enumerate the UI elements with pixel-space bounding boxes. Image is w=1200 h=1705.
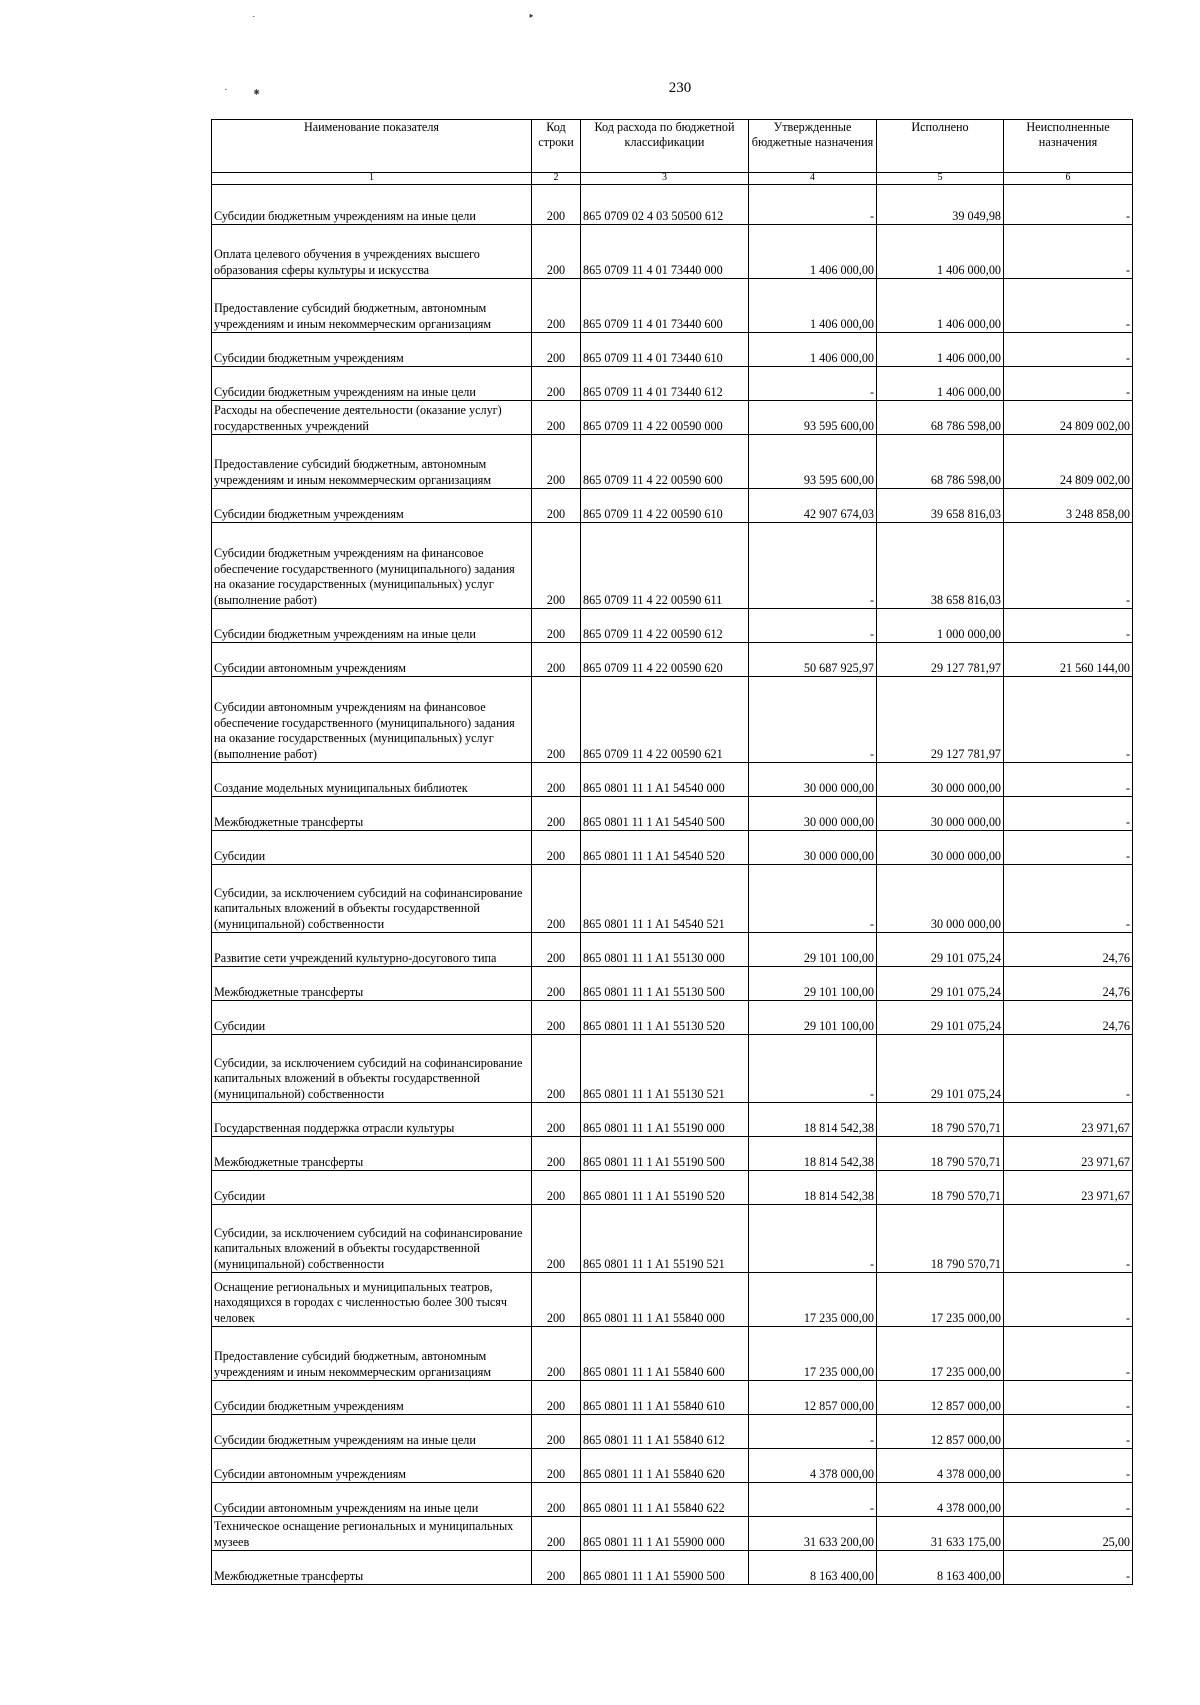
line-code-cell: 200 [532, 1483, 581, 1517]
budget-code-cell: 865 0801 11 1 A1 55190 500 [581, 1137, 749, 1171]
table-row [212, 1171, 1133, 1205]
column-number: 4 [749, 173, 877, 185]
executed-amount-cell: 30 000 000,00 [877, 797, 1004, 831]
indicator-name-cell: Субсидии автономным учреждениям на финансовое обеспечение государственного (муниципального) задания на оказание государственных (муниципальных) услуг (выполнение работ) [212, 677, 532, 763]
approved-amount-cell: 29 101 100,00 [749, 967, 877, 1001]
unexecuted-amount-cell: - [1004, 523, 1133, 609]
budget-code-cell: 865 0801 11 1 A1 55900 000 [581, 1517, 749, 1551]
approved-amount-cell: 18 814 542,38 [749, 1171, 877, 1205]
table-row [212, 643, 1133, 677]
indicator-name-cell: Субсидии бюджетным учреждениям на иные цели [212, 1415, 532, 1449]
executed-amount-cell: 1 406 000,00 [877, 279, 1004, 333]
budget-code-cell: 865 0801 11 1 A1 55190 520 [581, 1171, 749, 1205]
unexecuted-amount-cell: - [1004, 185, 1133, 225]
executed-amount-cell: 38 658 816,03 [877, 523, 1004, 609]
approved-amount-cell: - [749, 677, 877, 763]
executed-amount-cell: 18 790 570,71 [877, 1137, 1004, 1171]
table-row [212, 401, 1133, 435]
unexecuted-amount-cell: - [1004, 367, 1133, 401]
line-code-cell: 200 [532, 763, 581, 797]
table-row [212, 333, 1133, 367]
line-code-cell: 200 [532, 797, 581, 831]
indicator-name-cell: Оплата целевого обучения в учреждениях высшего образования сферы культуры и искусства [212, 225, 532, 279]
indicator-name-cell: Субсидии [212, 1001, 532, 1035]
line-code-cell: 200 [532, 1103, 581, 1137]
table-row [212, 1035, 1133, 1103]
budget-code-cell: 865 0801 11 1 A1 55840 612 [581, 1415, 749, 1449]
executed-amount-cell: 4 378 000,00 [877, 1449, 1004, 1483]
indicator-name-cell: Субсидии автономным учреждениям [212, 1449, 532, 1483]
column-number: 5 [877, 173, 1004, 185]
table-row [212, 367, 1133, 401]
unexecuted-amount-cell: 24 809 002,00 [1004, 401, 1133, 435]
unexecuted-amount-cell: - [1004, 865, 1133, 933]
approved-amount-cell: 18 814 542,38 [749, 1103, 877, 1137]
approved-amount-cell: - [749, 185, 877, 225]
unexecuted-amount-cell: - [1004, 1449, 1133, 1483]
line-code-cell: 200 [532, 1551, 581, 1585]
budget-code-cell: 865 0709 11 4 01 73440 612 [581, 367, 749, 401]
line-code-cell: 200 [532, 643, 581, 677]
line-code-cell: 200 [532, 831, 581, 865]
scan-mark: ⁕ [252, 87, 262, 99]
line-code-cell: 200 [532, 1381, 581, 1415]
indicator-name-cell: Государственная поддержка отрасли культуры [212, 1103, 532, 1137]
budget-code-cell: 865 0801 11 1 A1 55130 520 [581, 1001, 749, 1035]
column-number: 2 [532, 173, 581, 185]
column-number: 6 [1004, 173, 1133, 185]
table-row [212, 609, 1133, 643]
approved-amount-cell: 12 857 000,00 [749, 1381, 877, 1415]
approved-amount-cell: 42 907 674,03 [749, 489, 877, 523]
line-code-cell: 200 [532, 333, 581, 367]
header-executed: Исполнено [877, 120, 1004, 173]
budget-code-cell: 865 0801 11 1 A1 54540 000 [581, 763, 749, 797]
table-row [212, 1137, 1133, 1171]
header-line-code: Код строки [532, 120, 581, 173]
table-row [212, 489, 1133, 523]
scan-mark: ‣ [528, 11, 535, 23]
budget-code-cell: 865 0709 11 4 22 00590 600 [581, 435, 749, 489]
table-row [212, 1381, 1133, 1415]
indicator-name-cell: Оснащение региональных и муниципальных театров, находящихся в городах с численностью более 300 тысяч человек [212, 1273, 532, 1327]
executed-amount-cell: 29 101 075,24 [877, 1035, 1004, 1103]
budget-code-cell: 865 0801 11 1 A1 55130 521 [581, 1035, 749, 1103]
indicator-name-cell: Субсидии, за исключением субсидий на софинансирование капитальных вложений в объекты государственной (муниципальной) собственности [212, 865, 532, 933]
executed-amount-cell: 29 101 075,24 [877, 967, 1004, 1001]
line-code-cell: 200 [532, 1415, 581, 1449]
executed-amount-cell: 8 163 400,00 [877, 1551, 1004, 1585]
executed-amount-cell: 17 235 000,00 [877, 1327, 1004, 1381]
unexecuted-amount-cell: - [1004, 797, 1133, 831]
line-code-cell: 200 [532, 1137, 581, 1171]
approved-amount-cell: 1 406 000,00 [749, 225, 877, 279]
line-code-cell: 200 [532, 677, 581, 763]
executed-amount-cell: 18 790 570,71 [877, 1171, 1004, 1205]
indicator-name-cell: Расходы на обеспечение деятельности (оказание услуг) государственных учреждений [212, 401, 532, 435]
unexecuted-amount-cell: 21 560 144,00 [1004, 643, 1133, 677]
table-row [212, 1205, 1133, 1273]
indicator-name-cell: Предоставление субсидий бюджетным, автономным учреждениям и иным некоммерческим организациям [212, 1327, 532, 1381]
column-number-row [212, 173, 1133, 185]
budget-code-cell: 865 0801 11 1 A1 54540 520 [581, 831, 749, 865]
approved-amount-cell: 50 687 925,97 [749, 643, 877, 677]
executed-amount-cell: 39 658 816,03 [877, 489, 1004, 523]
indicator-name-cell: Субсидии бюджетным учреждениям [212, 333, 532, 367]
approved-amount-cell: 1 406 000,00 [749, 333, 877, 367]
indicator-name-cell: Межбюджетные трансферты [212, 1137, 532, 1171]
executed-amount-cell: 30 000 000,00 [877, 831, 1004, 865]
column-number: 1 [212, 173, 532, 185]
budget-code-cell: 865 0709 11 4 22 00590 612 [581, 609, 749, 643]
unexecuted-amount-cell: - [1004, 1415, 1133, 1449]
executed-amount-cell: 68 786 598,00 [877, 401, 1004, 435]
table-row [212, 1327, 1133, 1381]
executed-amount-cell: 29 101 075,24 [877, 933, 1004, 967]
budget-code-cell: 865 0709 11 4 22 00590 611 [581, 523, 749, 609]
indicator-name-cell: Техническое оснащение региональных и муниципальных музеев [212, 1517, 532, 1551]
line-code-cell: 200 [532, 609, 581, 643]
unexecuted-amount-cell: - [1004, 1483, 1133, 1517]
budget-code-cell: 865 0709 11 4 22 00590 000 [581, 401, 749, 435]
unexecuted-amount-cell: - [1004, 1327, 1133, 1381]
unexecuted-amount-cell: - [1004, 609, 1133, 643]
table-row [212, 677, 1133, 763]
header-unexecuted: Неисполненные назначения [1004, 120, 1133, 173]
budget-code-cell: 865 0801 11 1 A1 54540 500 [581, 797, 749, 831]
table-row [212, 763, 1133, 797]
unexecuted-amount-cell: 24,76 [1004, 1001, 1133, 1035]
indicator-name-cell: Межбюджетные трансферты [212, 797, 532, 831]
unexecuted-amount-cell: 23 971,67 [1004, 1103, 1133, 1137]
scan-mark: ˙ [252, 14, 256, 26]
indicator-name-cell: Предоставление субсидий бюджетным, автономным учреждениям и иным некоммерческим организациям [212, 435, 532, 489]
line-code-cell: 200 [532, 1205, 581, 1273]
approved-amount-cell: - [749, 1483, 877, 1517]
table-row [212, 1103, 1133, 1137]
approved-amount-cell: 29 101 100,00 [749, 933, 877, 967]
unexecuted-amount-cell: 23 971,67 [1004, 1137, 1133, 1171]
table-row [212, 797, 1133, 831]
executed-amount-cell: 68 786 598,00 [877, 435, 1004, 489]
indicator-name-cell: Субсидии бюджетным учреждениям на иные цели [212, 185, 532, 225]
approved-amount-cell: 17 235 000,00 [749, 1327, 877, 1381]
line-code-cell: 200 [532, 1035, 581, 1103]
line-code-cell: 200 [532, 435, 581, 489]
approved-amount-cell: 17 235 000,00 [749, 1273, 877, 1327]
executed-amount-cell: 30 000 000,00 [877, 865, 1004, 933]
executed-amount-cell: 1 406 000,00 [877, 367, 1004, 401]
executed-amount-cell: 12 857 000,00 [877, 1381, 1004, 1415]
approved-amount-cell: - [749, 609, 877, 643]
table-row [212, 865, 1133, 933]
approved-amount-cell: - [749, 1415, 877, 1449]
executed-amount-cell: 1 406 000,00 [877, 225, 1004, 279]
indicator-name-cell: Создание модельных муниципальных библиотек [212, 763, 532, 797]
budget-code-cell: 865 0709 11 4 22 00590 610 [581, 489, 749, 523]
table-row [212, 523, 1133, 609]
approved-amount-cell: - [749, 865, 877, 933]
budget-code-cell: 865 0801 11 1 A1 55130 000 [581, 933, 749, 967]
unexecuted-amount-cell: - [1004, 279, 1133, 333]
executed-amount-cell: 39 049,98 [877, 185, 1004, 225]
budget-code-cell: 865 0801 11 1 A1 55190 521 [581, 1205, 749, 1273]
budget-code-cell: 865 0801 11 1 A1 55840 600 [581, 1327, 749, 1381]
executed-amount-cell: 1 406 000,00 [877, 333, 1004, 367]
executed-amount-cell: 30 000 000,00 [877, 763, 1004, 797]
table-row [212, 1551, 1133, 1585]
approved-amount-cell: 8 163 400,00 [749, 1551, 877, 1585]
unexecuted-amount-cell: 25,00 [1004, 1517, 1133, 1551]
executed-amount-cell: 18 790 570,71 [877, 1103, 1004, 1137]
line-code-cell: 200 [532, 225, 581, 279]
line-code-cell: 200 [532, 1171, 581, 1205]
table-row [212, 1517, 1133, 1551]
approved-amount-cell: 31 633 200,00 [749, 1517, 877, 1551]
executed-amount-cell: 29 127 781,97 [877, 643, 1004, 677]
table-row [212, 967, 1133, 1001]
indicator-name-cell: Субсидии, за исключением субсидий на софинансирование капитальных вложений в объекты государственной (муниципальной) собственности [212, 1205, 532, 1273]
unexecuted-amount-cell: 3 248 858,00 [1004, 489, 1133, 523]
indicator-name-cell: Субсидии [212, 1171, 532, 1205]
executed-amount-cell: 18 790 570,71 [877, 1205, 1004, 1273]
budget-code-cell: 865 0709 11 4 01 73440 610 [581, 333, 749, 367]
line-code-cell: 200 [532, 1327, 581, 1381]
line-code-cell: 200 [532, 933, 581, 967]
budget-report-table [211, 119, 1133, 1585]
table-row [212, 831, 1133, 865]
line-code-cell: 200 [532, 865, 581, 933]
budget-code-cell: 865 0801 11 1 A1 55190 000 [581, 1103, 749, 1137]
unexecuted-amount-cell: 23 971,67 [1004, 1171, 1133, 1205]
table-row [212, 185, 1133, 225]
table-row [212, 435, 1133, 489]
header-approved: Утвержденные бюджетные назначения [749, 120, 877, 173]
budget-code-cell: 865 0801 11 1 A1 55840 622 [581, 1483, 749, 1517]
approved-amount-cell: - [749, 1205, 877, 1273]
budget-code-cell: 865 0709 11 4 22 00590 621 [581, 677, 749, 763]
unexecuted-amount-cell: - [1004, 225, 1133, 279]
approved-amount-cell: 30 000 000,00 [749, 763, 877, 797]
budget-code-cell: 865 0801 11 1 A1 55900 500 [581, 1551, 749, 1585]
table-row [212, 225, 1133, 279]
line-code-cell: 200 [532, 1001, 581, 1035]
indicator-name-cell: Субсидии бюджетным учреждениям [212, 489, 532, 523]
executed-amount-cell: 4 378 000,00 [877, 1483, 1004, 1517]
indicator-name-cell: Субсидии автономным учреждениям [212, 643, 532, 677]
table-row [212, 1415, 1133, 1449]
line-code-cell: 200 [532, 1449, 581, 1483]
indicator-name-cell: Субсидии бюджетным учреждениям на иные цели [212, 609, 532, 643]
table-row [212, 279, 1133, 333]
indicator-name-cell: Межбюджетные трансферты [212, 1551, 532, 1585]
indicator-name-cell: Развитие сети учреждений культурно-досугового типа [212, 933, 532, 967]
line-code-cell: 200 [532, 523, 581, 609]
approved-amount-cell: 30 000 000,00 [749, 797, 877, 831]
unexecuted-amount-cell: - [1004, 677, 1133, 763]
indicator-name-cell: Субсидии [212, 831, 532, 865]
unexecuted-amount-cell: - [1004, 333, 1133, 367]
line-code-cell: 200 [532, 1517, 581, 1551]
line-code-cell: 200 [532, 489, 581, 523]
indicator-name-cell: Субсидии бюджетным учреждениям на финансовое обеспечение государственного (муниципального) задания на оказание государственных (муниципальных) услуг (выполнение работ) [212, 523, 532, 609]
unexecuted-amount-cell: - [1004, 1035, 1133, 1103]
approved-amount-cell: 29 101 100,00 [749, 1001, 877, 1035]
table-row [212, 1273, 1133, 1327]
unexecuted-amount-cell: - [1004, 1551, 1133, 1585]
approved-amount-cell: - [749, 1035, 877, 1103]
executed-amount-cell: 12 857 000,00 [877, 1415, 1004, 1449]
approved-amount-cell: 1 406 000,00 [749, 279, 877, 333]
unexecuted-amount-cell: 24,76 [1004, 933, 1133, 967]
budget-code-cell: 865 0709 11 4 01 73440 000 [581, 225, 749, 279]
line-code-cell: 200 [532, 279, 581, 333]
approved-amount-cell: - [749, 523, 877, 609]
executed-amount-cell: 1 000 000,00 [877, 609, 1004, 643]
page-number: 230 [668, 80, 692, 96]
indicator-name-cell: Субсидии, за исключением субсидий на софинансирование капитальных вложений в объекты государственной (муниципальной) собственности [212, 1035, 532, 1103]
indicator-name-cell: Предоставление субсидий бюджетным, автономным учреждениям и иным некоммерческим организациям [212, 279, 532, 333]
budget-code-cell: 865 0709 11 4 22 00590 620 [581, 643, 749, 677]
table-body [212, 185, 1133, 1585]
budget-code-cell: 865 0801 11 1 A1 55130 500 [581, 967, 749, 1001]
header-indicator-name: Наименование показателя [212, 120, 532, 173]
line-code-cell: 200 [532, 967, 581, 1001]
approved-amount-cell: 93 595 600,00 [749, 401, 877, 435]
table-row [212, 933, 1133, 967]
header-budget-code: Код расхода по бюджетной классификации [581, 120, 749, 173]
unexecuted-amount-cell: - [1004, 1381, 1133, 1415]
budget-code-cell: 865 0801 11 1 A1 55840 000 [581, 1273, 749, 1327]
table-row [212, 1483, 1133, 1517]
table-row [212, 1449, 1133, 1483]
unexecuted-amount-cell: 24,76 [1004, 967, 1133, 1001]
unexecuted-amount-cell: - [1004, 831, 1133, 865]
approved-amount-cell: - [749, 367, 877, 401]
indicator-name-cell: Субсидии автономным учреждениям на иные цели [212, 1483, 532, 1517]
scan-mark: · [224, 84, 228, 96]
column-number: 3 [581, 173, 749, 185]
table-row [212, 1001, 1133, 1035]
executed-amount-cell: 17 235 000,00 [877, 1273, 1004, 1327]
approved-amount-cell: 4 378 000,00 [749, 1449, 877, 1483]
budget-code-cell: 865 0801 11 1 A1 55840 620 [581, 1449, 749, 1483]
approved-amount-cell: 93 595 600,00 [749, 435, 877, 489]
approved-amount-cell: 30 000 000,00 [749, 831, 877, 865]
executed-amount-cell: 29 101 075,24 [877, 1001, 1004, 1035]
executed-amount-cell: 29 127 781,97 [877, 677, 1004, 763]
indicator-name-cell: Субсидии бюджетным учреждениям [212, 1381, 532, 1415]
unexecuted-amount-cell: - [1004, 1273, 1133, 1327]
line-code-cell: 200 [532, 367, 581, 401]
unexecuted-amount-cell: 24 809 002,00 [1004, 435, 1133, 489]
unexecuted-amount-cell: - [1004, 1205, 1133, 1273]
unexecuted-amount-cell: - [1004, 763, 1133, 797]
budget-code-cell: 865 0801 11 1 A1 55840 610 [581, 1381, 749, 1415]
line-code-cell: 200 [532, 401, 581, 435]
executed-amount-cell: 31 633 175,00 [877, 1517, 1004, 1551]
indicator-name-cell: Межбюджетные трансферты [212, 967, 532, 1001]
line-code-cell: 200 [532, 1273, 581, 1327]
budget-code-cell: 865 0709 02 4 03 50500 612 [581, 185, 749, 225]
budget-code-cell: 865 0801 11 1 A1 54540 521 [581, 865, 749, 933]
line-code-cell: 200 [532, 185, 581, 225]
indicator-name-cell: Субсидии бюджетным учреждениям на иные цели [212, 367, 532, 401]
approved-amount-cell: 18 814 542,38 [749, 1137, 877, 1171]
table-header-row [212, 120, 1133, 173]
budget-code-cell: 865 0709 11 4 01 73440 600 [581, 279, 749, 333]
